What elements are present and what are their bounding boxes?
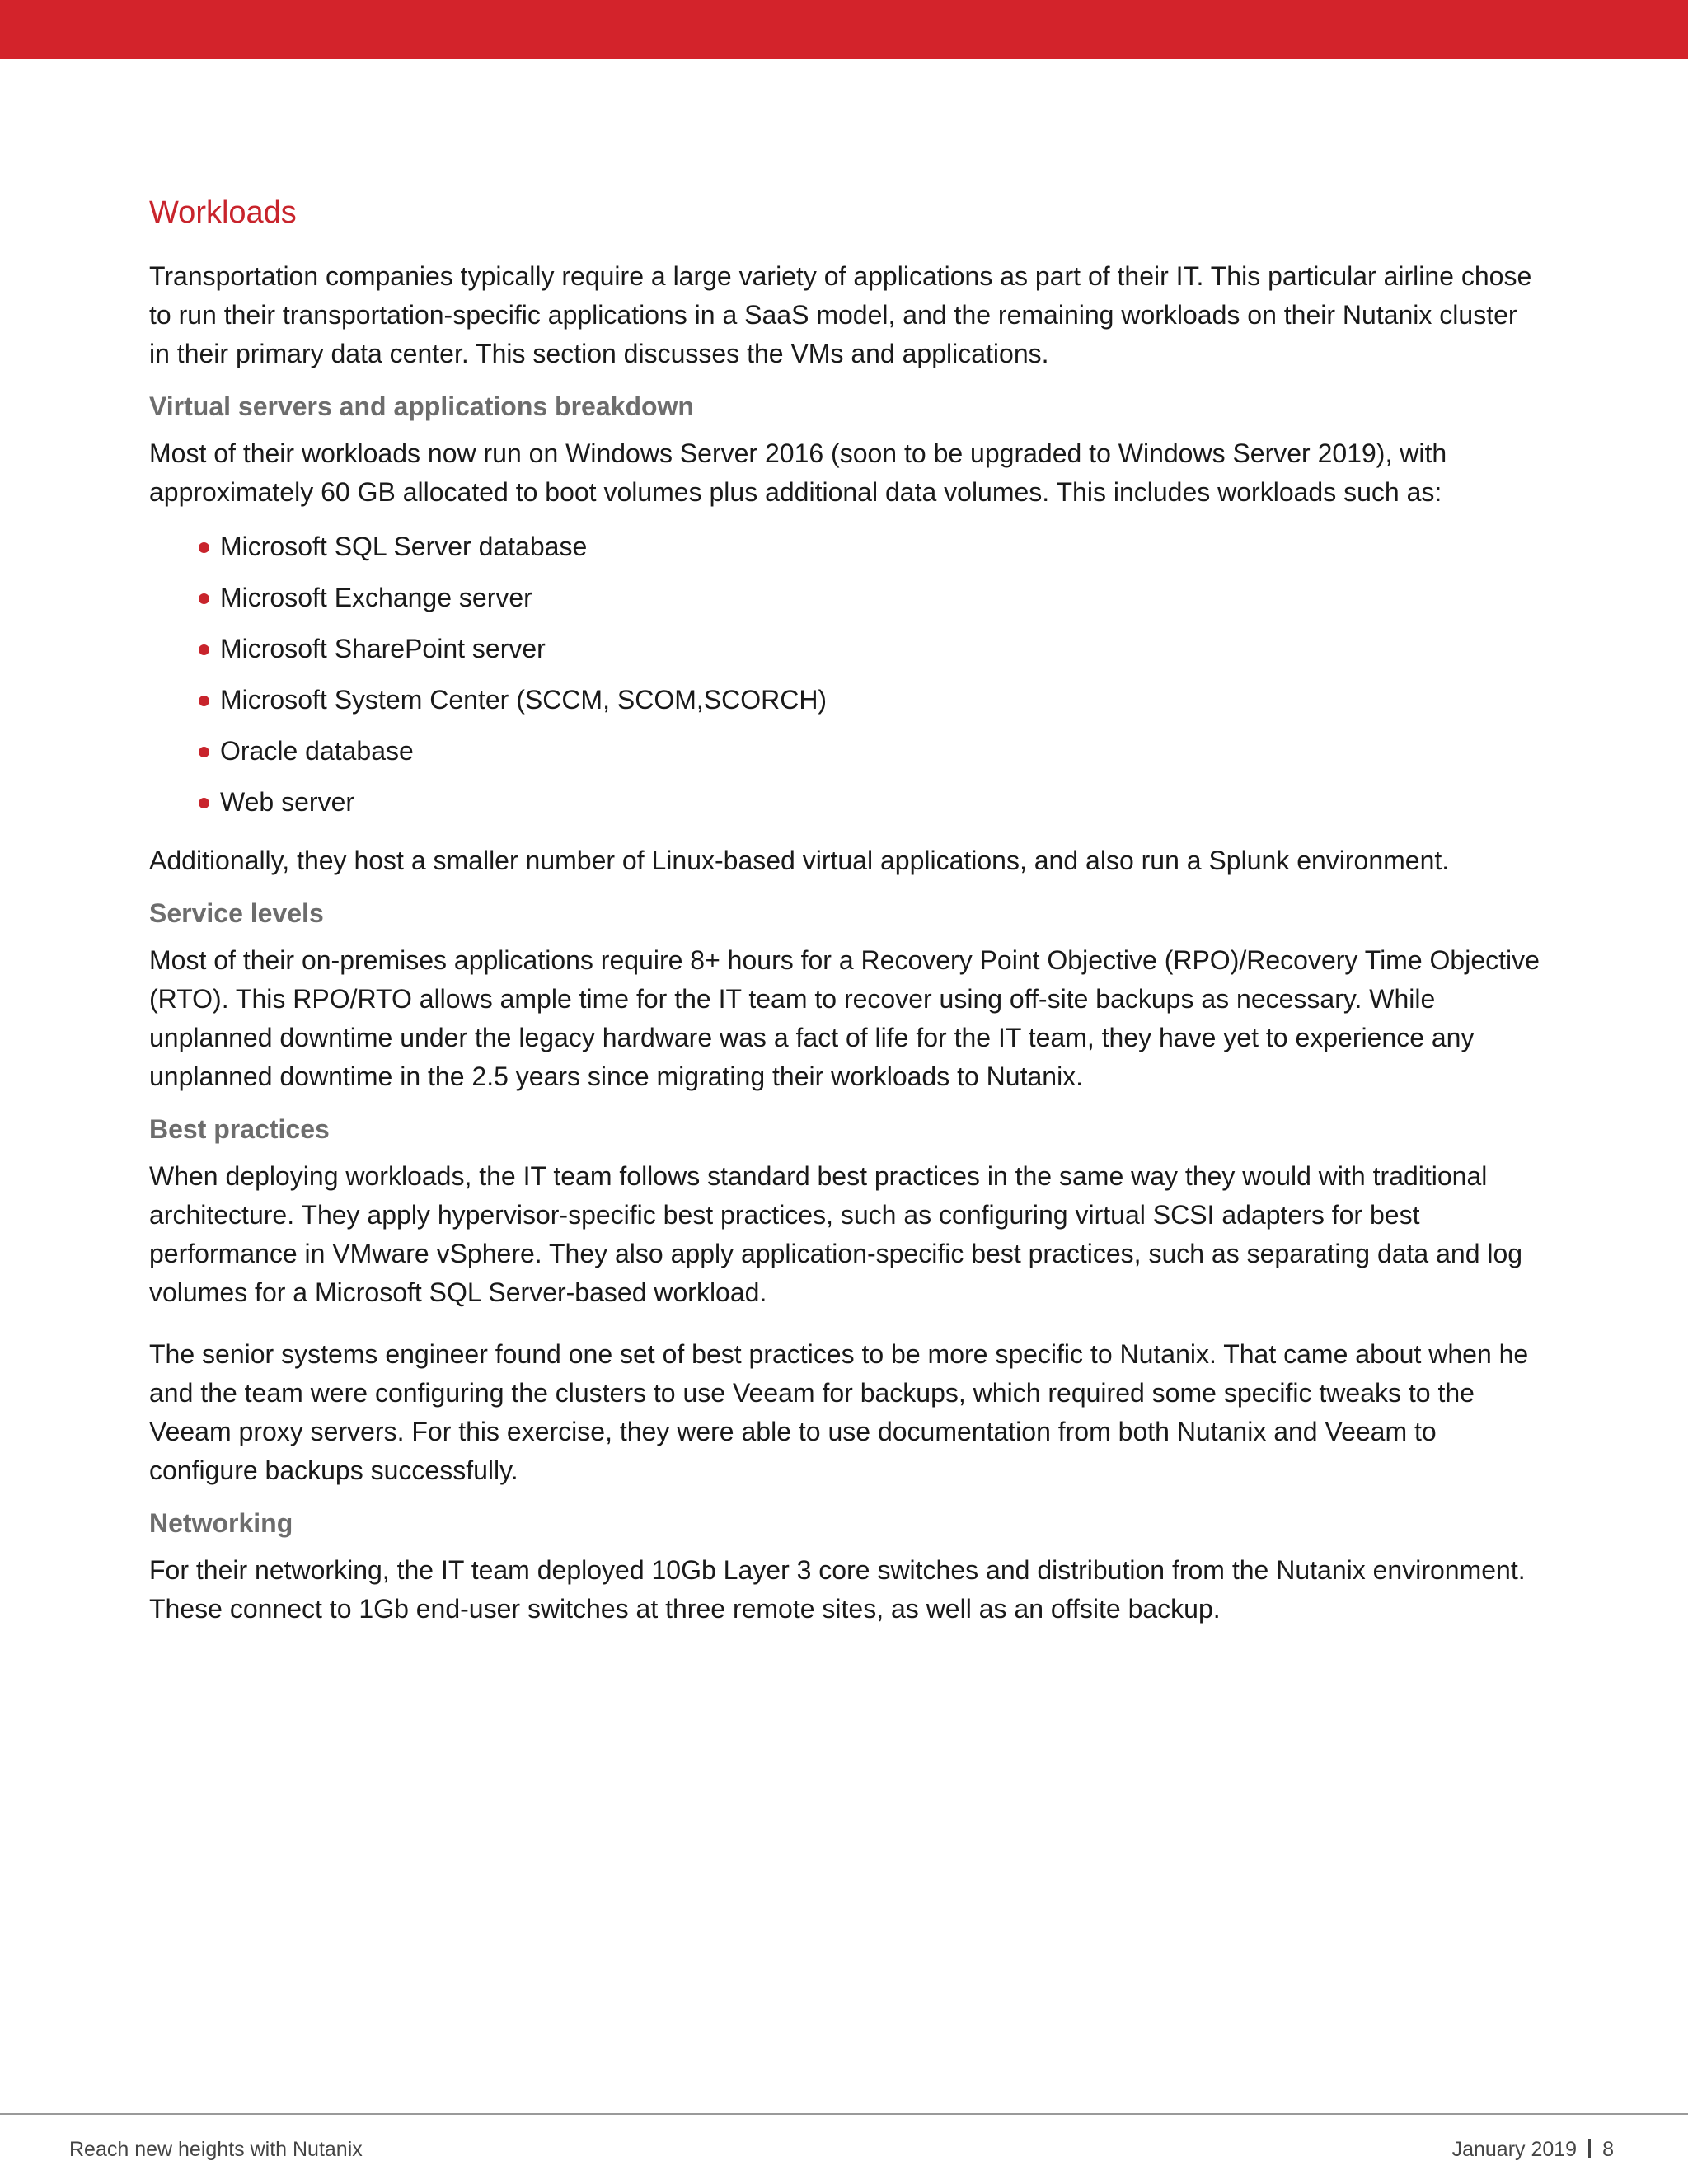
service-levels-paragraph: Most of their on-premises applications require 8+ hours for a Recovery Point Objective (RPO)/Recovery Time Objective (RTO). This RPO/RTO allows ample time for the IT team to recover using off-site backups as necessary. While unplanned downtime under the legacy hardware was a fact of life for the IT team, they have yet to experience any unplanned downtime in the 2.5 years since migrating their workloads to Nutanix.: [149, 944, 1540, 1091]
section-title: Workloads: [149, 195, 297, 230]
bullet-icon: [199, 798, 209, 808]
footer-separator: [1588, 2139, 1591, 2158]
networking-paragraph: For their networking, the IT team deployed 10Gb Layer 3 core switches and distribution from the Nutanix environment. These connect to 1Gb end-user switches at three remote sites, as well as an offsite backup.: [149, 1554, 1526, 1624]
bullet-icon: [199, 542, 209, 553]
list-item: Microsoft Exchange server: [199, 581, 1542, 614]
header-accent-bar: [0, 0, 1688, 59]
bullet-icon: [199, 696, 209, 706]
virtual-servers-heading: Virtual servers and applications breakdown: [149, 391, 694, 421]
additional-paragraph: Additionally, they host a smaller number of Linux-based virtual applications, and also run a Splunk environment.: [149, 845, 1450, 875]
list-item: Web server: [199, 785, 1542, 818]
list-item: Microsoft System Center (SCCM, SCOM,SCORCH): [199, 683, 1542, 716]
virtual-servers-paragraph: Most of their workloads now run on Windows Server 2016 (soon to be upgraded to Windows Server 2019), with approximately 60 GB allocated to boot volumes plus additional data volumes. This includes workloads such as:: [149, 438, 1447, 507]
footer-page-info: [1452, 2138, 1614, 2162]
bullet-icon: [199, 644, 209, 655]
page-number: 8: [1602, 2138, 1614, 2161]
best-practices-heading: Best practices: [149, 1113, 330, 1144]
networking-heading: Networking: [149, 1507, 293, 1538]
best-practices-paragraph-2: The senior systems engineer found one set of best practices to be more specific to Nutanix. That came about when he and the team were configuring the clusters to use Veeam for backups, which required some specific tweaks to the Veeam proxy servers. For this exercise, they were able to use documentation from both Nutanix and Veeam to configure backups successfully.: [149, 1338, 1529, 1485]
list-item: Microsoft SQL Server database: [199, 530, 1542, 563]
page-content: [149, 194, 1542, 1629]
list-item: Microsoft SharePoint server: [199, 632, 1542, 665]
footer-divider: [0, 2113, 1688, 2115]
bullet-icon: [199, 747, 209, 757]
bullet-icon: [199, 593, 209, 604]
best-practices-paragraph-1: When deploying workloads, the IT team follows standard best practices in the same way they would with traditional architecture. They apply hypervisor-specific best practices, such as configuring virtual SCSI adapters for best performance in VMware vSphere. They also apply application-specific best practices, such as separating data and log volumes for a Microsoft SQL Server-based workload.: [149, 1160, 1523, 1307]
service-levels-heading: Service levels: [149, 898, 324, 928]
footer-title: Reach new heights with Nutanix: [69, 2138, 363, 2161]
list-item: Oracle database: [199, 734, 1542, 767]
workload-list: [149, 530, 1542, 818]
intro-paragraph: Transportation companies typically require a large variety of applications as part of their IT. This particular airline chose to run their transportation-specific applications in a SaaS model, and the remaining workloads on their Nutanix cluster in their primary data center. This section discusses the VMs and applications.: [149, 260, 1532, 368]
footer-date: January 2019: [1451, 2138, 1578, 2161]
